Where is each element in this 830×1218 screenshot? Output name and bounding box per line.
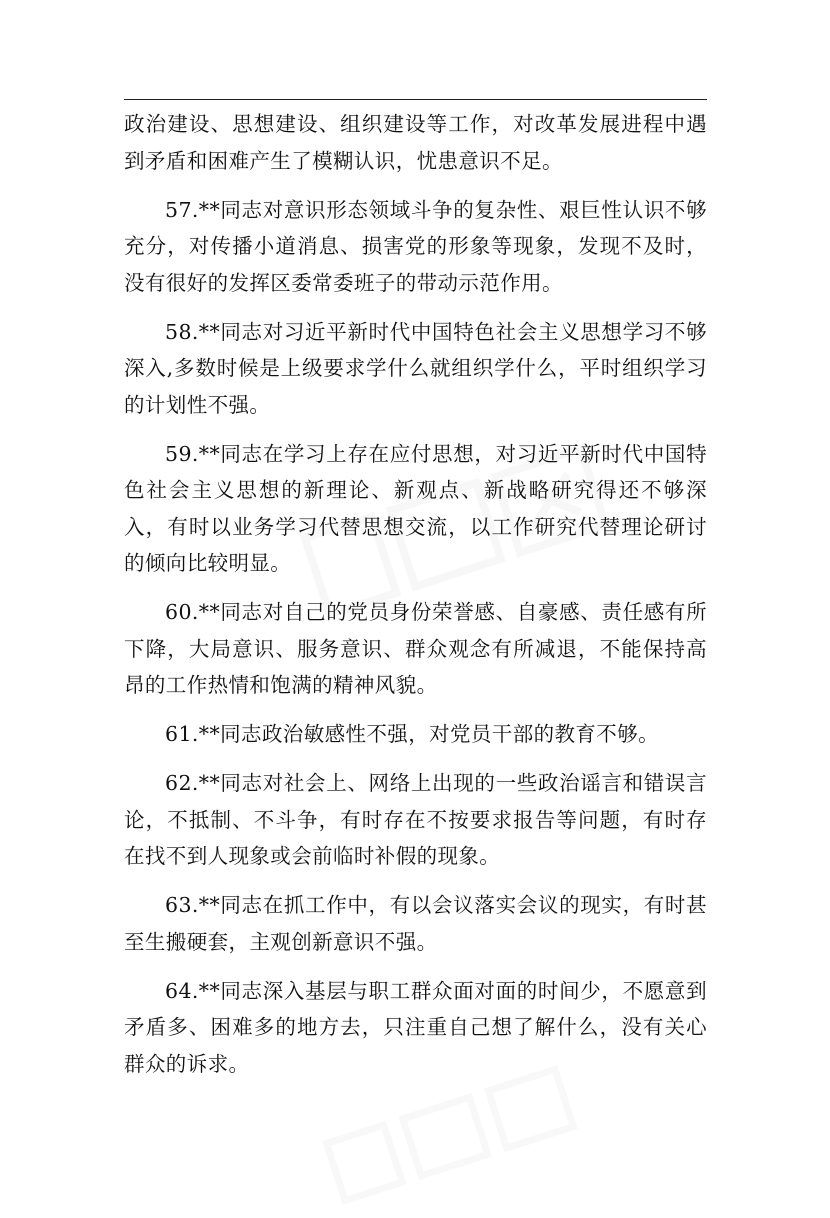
paragraph-item-63: 63.**同志在抓工作中，有以会议落实会议的现实，有时甚至生搬硬套，主观创新意识不强。 xyxy=(124,893,707,954)
paragraph-item-59: 59.**同志在学习上存在应付思想，对习近平新时代中国特色社会主义思想的新理论、新观点、新战略研究得还不够深入，有时以业务学习代替思想交流，以工作研究代替理论研讨的倾向比较明显。 xyxy=(124,441,707,575)
paragraph-item-60: 60.**同志对自己的党员身份荣誉感、自豪感、责任感有所下降，大局意识、服务意识、群众观念有所减退，不能保持高昂的工作热情和饱满的精神风貌。 xyxy=(124,600,707,697)
paragraph-item-57: 57.**同志对意识形态领域斗争的复杂性、艰巨性认识不够充分，对传播小道消息、损害党的形象等现象，发现不及时，没有很好的发挥区委常委班子的带动示范作用。 xyxy=(124,197,707,295)
paragraph-item-64: 64.**同志深入基层与职工群众面对面的时间少，不愿意到矛盾多、困难多的地方去，只注重自己想了解什么，没有关心群众的诉求。 xyxy=(124,978,707,1076)
paragraph-item-62: 62.**同志对社会上、网络上出现的一些政治谣言和错误言论，不抵制、不斗争，有时存在不按要求报告等问题，有时存在找不到人现象或会前临时补假的现象。 xyxy=(124,771,707,868)
paragraph-item-58: 58.**同志对习近平新时代中国特色社会主义思想学习不够深入,多数时候是上级要求学什么就组织学什么，平时组织学习的计划性不强。 xyxy=(124,319,707,417)
body-text xyxy=(124,106,707,1095)
paragraph-continuation: 政治建设、思想建设、组织建设等工作，对改革发展进程中遇到矛盾和困难产生了模糊认识，忧患意识不足。 xyxy=(124,112,707,173)
header-rule xyxy=(124,99,707,100)
paragraph-item-61: 61.**同志政治敏感性不强，对党员干部的教育不够。 xyxy=(165,722,660,746)
